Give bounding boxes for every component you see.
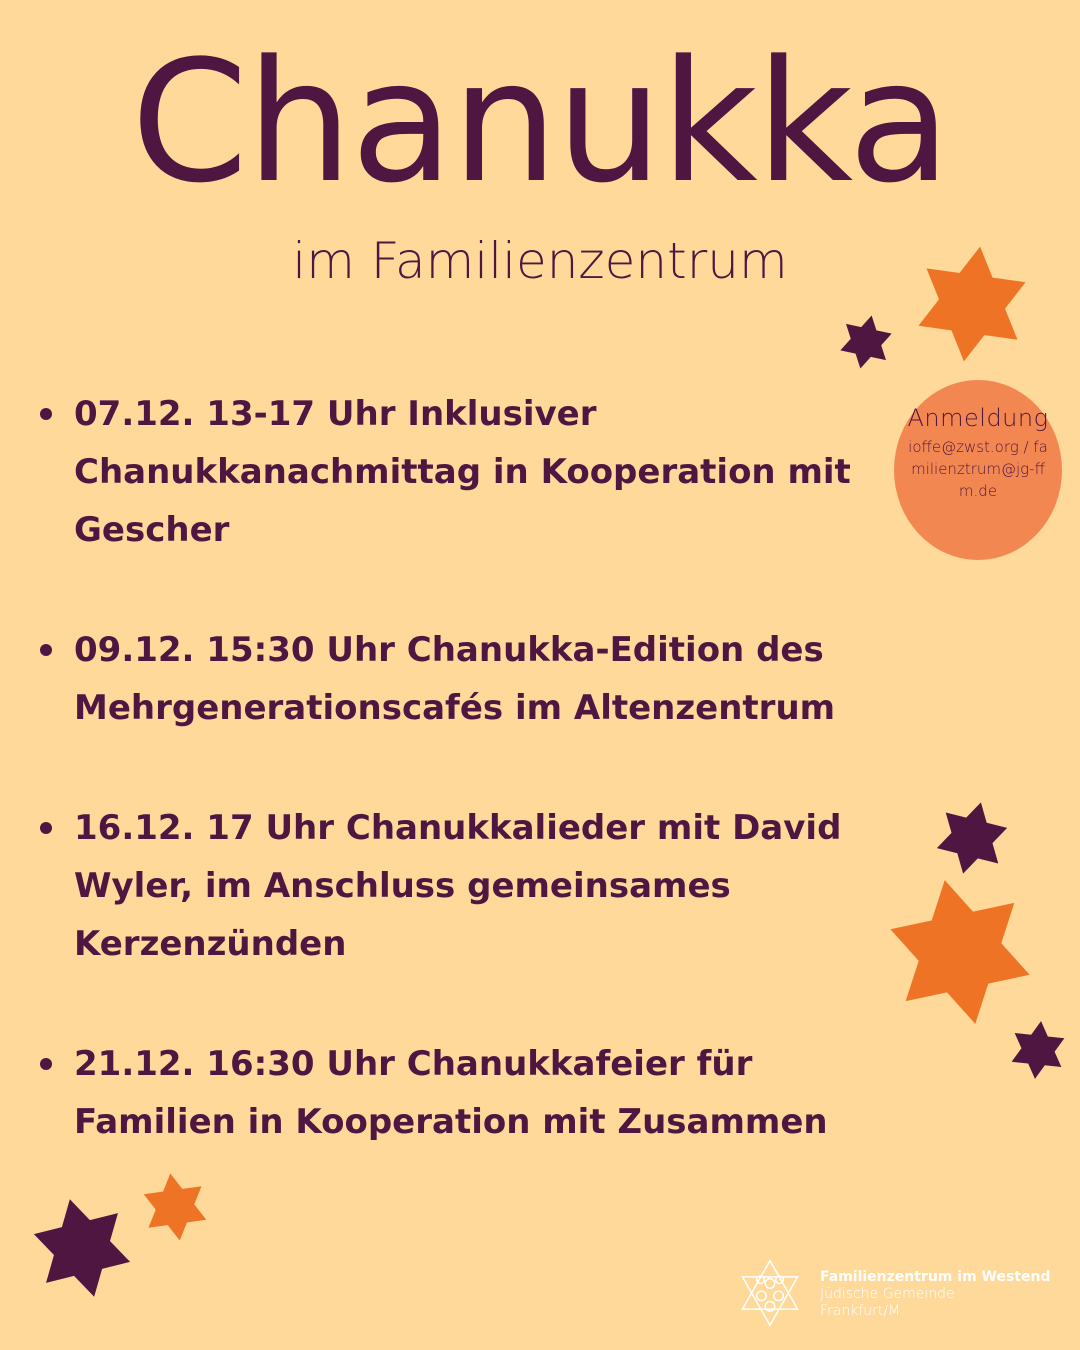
star-of-david-icon: [912, 244, 1032, 364]
page-subtitle: im Familienzentrum: [292, 232, 788, 290]
bullet-icon: [40, 1058, 52, 1070]
star-of-david-icon: [140, 1172, 210, 1242]
bullet-icon: [40, 408, 52, 420]
registration-badge: [894, 380, 1062, 560]
event-text: 21.12. 16:30 Uhr Chanukkafeier für Familien in Kooperation mit Zusammen: [74, 1044, 828, 1142]
star-of-david-icon: [934, 800, 1010, 876]
logo-text: [820, 1269, 1050, 1320]
registration-contact: ioffe@zwst.org / familienztrum@jg-ffm.de: [908, 438, 1048, 500]
star-of-david-icon: [838, 314, 894, 370]
event-item: [40, 385, 900, 559]
logo-mark-icon: [732, 1255, 808, 1331]
organization-logo: [732, 1255, 1062, 1335]
star-of-david-icon: [884, 876, 1036, 1028]
event-text: 16.12. 17 Uhr Chanukkalieder mit David Wyler, im Anschluss gemeinsames Kerzenzünden: [74, 808, 842, 964]
logo-line-1: Familienzentrum im Westend: [820, 1269, 1051, 1285]
bullet-icon: [40, 644, 52, 656]
bullet-icon: [40, 822, 52, 834]
registration-heading: Anmeldung: [907, 404, 1049, 432]
logo-line-3: Frankfurt/M: [820, 1303, 901, 1319]
event-item: [40, 1035, 900, 1151]
logo-line-2: Jüdische Gemeinde: [820, 1286, 955, 1302]
event-item: [40, 621, 900, 737]
page-title: Chanukka: [130, 24, 950, 220]
event-item: [40, 799, 900, 973]
event-text: 09.12. 15:30 Uhr Chanukka-Edition des Mehrgenerationscafés im Altenzentrum: [74, 630, 836, 728]
star-of-david-icon: [30, 1196, 134, 1300]
star-of-david-icon: [1008, 1020, 1068, 1080]
event-text: 07.12. 13-17 Uhr Inklusiver Chanukkanachmittag in Kooperation mit Gescher: [74, 394, 851, 550]
